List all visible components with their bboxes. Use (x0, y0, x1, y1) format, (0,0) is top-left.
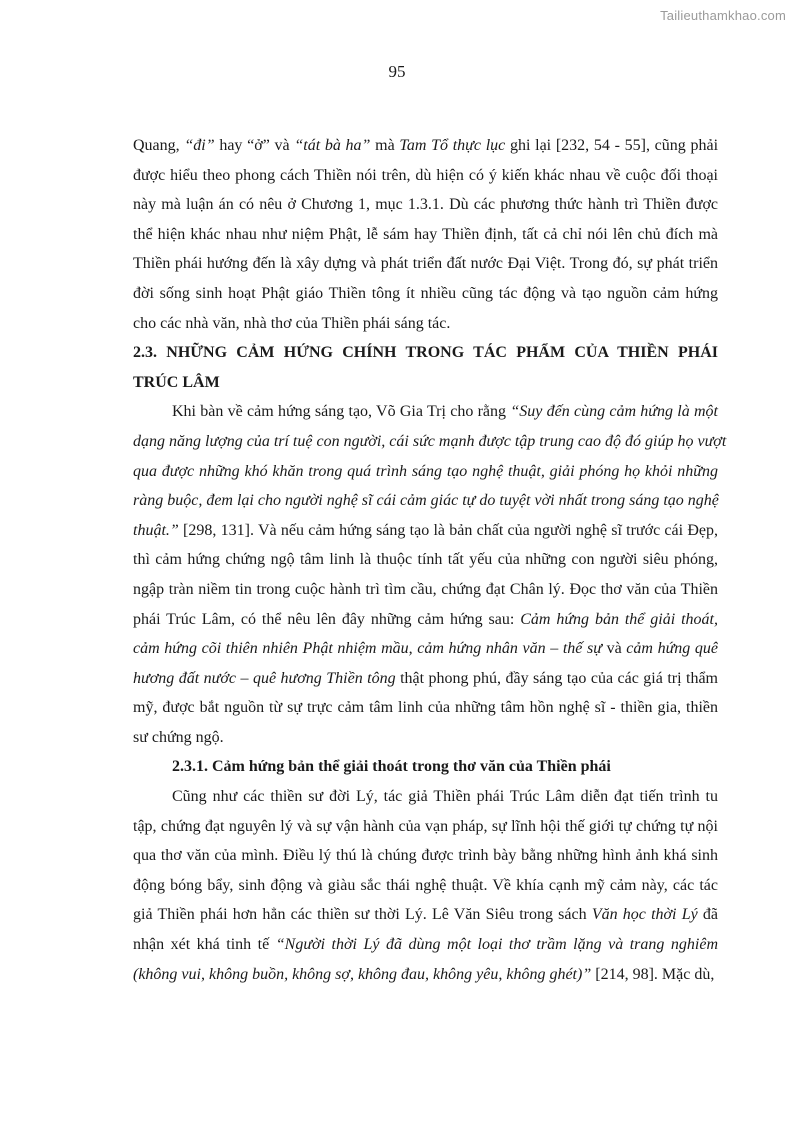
text-run: phái Trúc Lâm, có thể nêu lên đây những cảm hứng sau: (133, 610, 521, 628)
text-line (133, 486, 718, 516)
text-run: sư chứng ngộ. (133, 728, 224, 746)
text-run: tập, chứng đạt nguyên lý và sự vận hành của vạn pháp, sự lĩnh hội thế giới tự chứng tự nội (133, 817, 718, 835)
text-run: Tam Tổ thực lục (399, 137, 506, 154)
text-line (133, 249, 718, 279)
text-run: Văn học thời Lý (591, 906, 698, 924)
text-run: mỹ, được bắt nguồn từ sự trực cảm tâm linh của những tâm hồn nghệ sĩ - thiền gia, thiền (133, 699, 718, 717)
watermark: Tailieuthamkhao.com (660, 8, 786, 23)
text-run: dạng năng lượng của trí tuệ con người, cái sức mạnh được tập trung cao độ đó giúp họ vượt (133, 432, 727, 450)
text-run: ngập tràn niềm tin trong cuộc hành trì tìm cầu, chứng đạt Chân lý. Đọc thơ văn của Thiền (133, 580, 718, 598)
text-run: [214, 98]. Mặc dù, (591, 965, 715, 983)
heading-line: 2.3. NHỮNG CẢM HỨNG CHÍNH TRONG TÁC PHẨM CỦA THIỀN PHÁI (133, 344, 718, 362)
text-line (133, 545, 718, 575)
text-line (133, 960, 718, 990)
paragraph-intro (133, 131, 718, 338)
text-line (133, 693, 718, 723)
text-line (133, 131, 718, 161)
text-line (133, 220, 718, 250)
text-run: Quang, (133, 137, 185, 154)
text-run: giả Thiền phái hơn hẳn các thiền sư thời Lý. Lê Văn Siêu trong sách (133, 906, 592, 924)
text-line (133, 397, 718, 427)
text-line (133, 457, 718, 487)
text-run: được hiểu theo phong cách Thiền nói trên, dù hiện có ý kiến khác nhau về cuộc đối thoại (133, 166, 718, 184)
text-run: này mà luận án có nêu ở Chương 1, mục 1.3.1. Dù các phương thức hành trì Thiền được (133, 196, 718, 214)
text-run: qua được những khó khăn trong quá trình sáng tạo nghệ thuật, giải phóng họ khỏi những (133, 462, 718, 480)
paragraph-inspiration (133, 397, 727, 752)
text-run: Cảm hứng bản thể giải thoát, (520, 610, 718, 628)
text-line (133, 812, 718, 842)
text-run: ràng buộc, đem lại cho người nghệ sĩ cái cảm giác tự do tuyệt vời nhất trong sáng tạo nghệ (133, 492, 719, 510)
document-body (133, 131, 727, 989)
text-line (133, 161, 718, 191)
text-line (133, 634, 718, 664)
text-line (133, 900, 718, 930)
heading-line: TRÚC LÂM (133, 373, 220, 391)
page-number: 95 (388, 62, 406, 81)
text-run: Cũng như các thiền sư đời Lý, tác giả Thiền phái Trúc Lâm diễn đạt tiến trình tu (172, 788, 718, 806)
text-run: [298, 131]. Và nếu cảm hứng sáng tạo là bản chất của người nghệ sĩ trước cái Đẹp, (178, 521, 718, 539)
text-run: cảm hứng quê (626, 640, 719, 658)
text-run: “Suy đến cùng cảm hứng là một (510, 403, 719, 421)
text-run: “Người thời Lý đã dùng một loại thơ trầm lặng và trang nghiêm (275, 936, 719, 954)
text-run: thật phong phú, đầy sáng tạo của các giá trị thẩm (395, 669, 719, 687)
text-run: qua thơ văn của mình. Điều lý thú là chúng được trình bày bằng những hình ảnh khá sinh (133, 847, 718, 865)
subsection-heading: 2.3.1. Cảm hứng bản thể giải thoát trong thơ văn của Thiền phái (172, 758, 611, 776)
text-run: đã (697, 906, 718, 924)
text-line (133, 190, 718, 220)
text-run: (không vui, không buồn, không sợ, không đau, không yêu, không ghét)” (133, 965, 592, 983)
text-line (133, 575, 718, 605)
text-line (133, 427, 727, 457)
text-line (133, 841, 718, 871)
text-run: mà (370, 137, 400, 154)
text-run: thuật.” (133, 521, 179, 539)
text-run: đời sống sinh hoạt Phật giáo Thiền tông ít nhiều cũng tác động và tạo nguồn cảm hứng (133, 284, 718, 302)
text-line (133, 723, 718, 753)
text-run: Khi bàn về cảm hứng sáng tạo, Võ Gia Trị cho rằng (172, 403, 511, 421)
text-line (133, 279, 718, 309)
text-run: hay “ở” và (214, 137, 295, 154)
text-line (133, 930, 718, 960)
text-line (133, 871, 718, 901)
text-run: ghi lại [232, 54 - 55], cũng phải (505, 137, 719, 154)
text-run: Thiền phái hướng đến là xây dựng và phát triển đất nước Đại Việt. Trong đó, sự phát triển (133, 255, 718, 273)
text-line (133, 516, 718, 546)
text-run: thì cảm hứng chứng ngộ tâm linh là thuộc tính tất yếu của những con người siêu phóng, (133, 551, 718, 569)
paragraph-liberation (133, 782, 718, 989)
text-line (133, 605, 718, 635)
text-line (133, 782, 718, 812)
text-run: cảm hứng cõi thiên nhiên Phật nhiệm mầu, cảm hứng nhân văn – thế sự (133, 640, 602, 658)
text-run: nhận xét khá tinh tế (133, 936, 276, 954)
section-heading (133, 338, 718, 397)
text-run: “đi” (184, 137, 215, 154)
text-run: hương đất nước – quê hương Thiền tông (133, 669, 396, 687)
text-line (133, 664, 718, 694)
text-run: và (601, 640, 627, 658)
text-run: cho các nhà văn, nhà thơ của Thiền phái sáng tác. (133, 314, 451, 332)
text-run: thể hiện khác nhau như niệm Phật, lễ sám hay Thiền định, tất cả chỉ nói lên chủ đích mà (133, 225, 718, 243)
text-run: “tát bà ha” (294, 137, 371, 154)
text-run: động bóng bẩy, sinh động và giàu sắc thái nghệ thuật. Về khía cạnh mỹ cảm này, các tác (133, 876, 718, 894)
text-line (133, 309, 718, 339)
